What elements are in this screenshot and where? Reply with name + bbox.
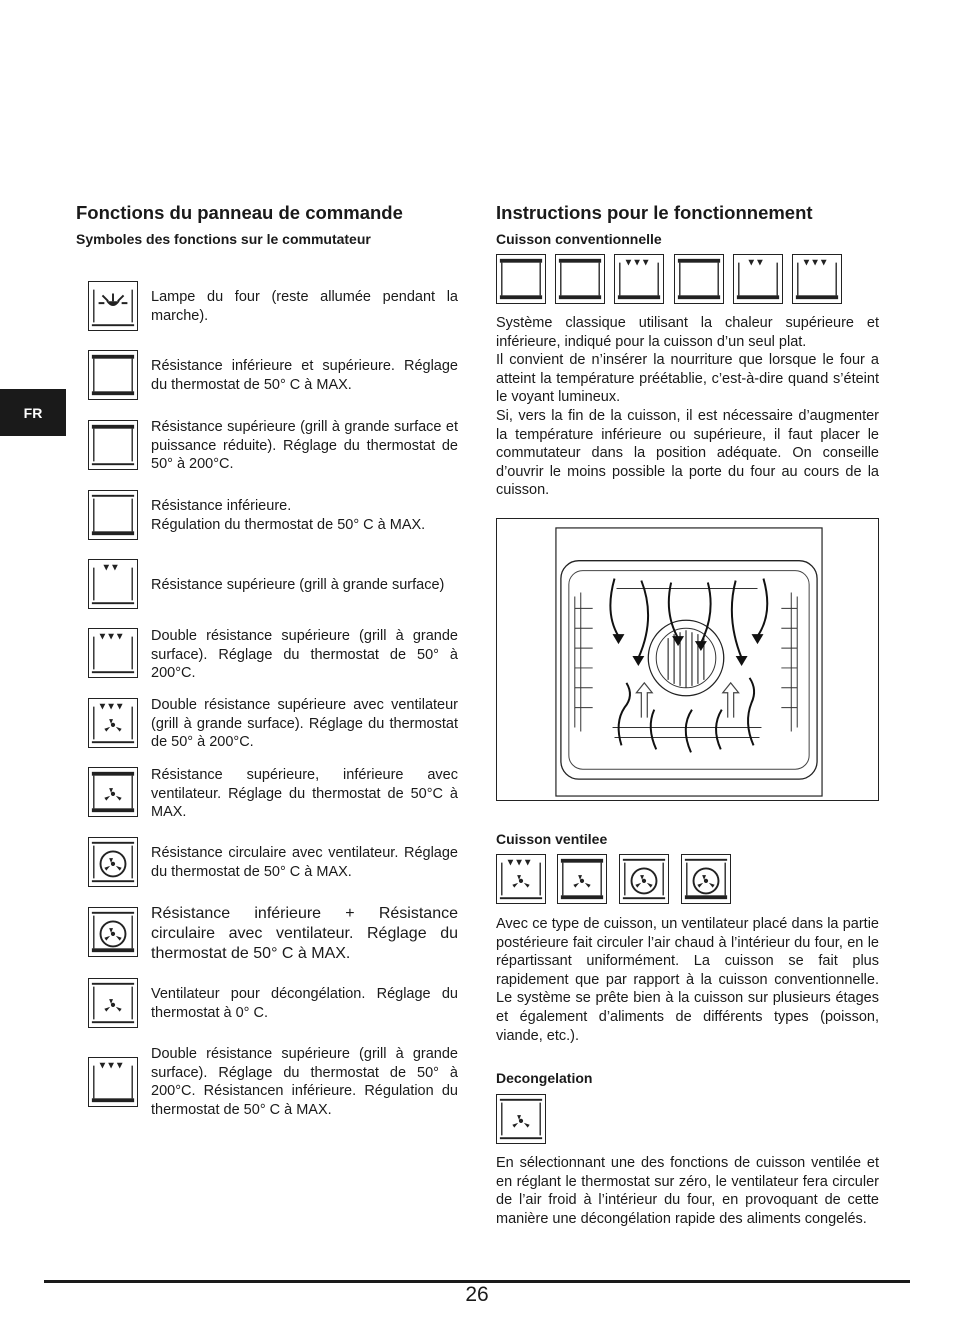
function-desc-top-bottom-fan: Résistance supérieure, inférieure avec ventilateur. Réglage du thermostat de 50°C à MAX. — [151, 767, 458, 821]
ventilated-text: Avec ce type de cuisson, un ventilateur placé dans la partie postérieure fait circuler l’air chaud à l’intérieur du four, en le répartissant uniformément. La cuisson se fait plus rapidement que par rapport à la cuisson conventionnelle. Le système se prête bien à la cuisson sur plusieurs étages et également d’aliments de différents types (poisson, viande, etc.). — [496, 916, 879, 1044]
top-bottom-fan-icon — [88, 767, 138, 817]
language-tab: FR — [0, 389, 66, 436]
double-grill-bottom-icon — [88, 1057, 138, 1107]
conventional-p3: Si, vers la fin de la cuisson, il est nécessaire d’augmenter la température inférieure ou supérieure, il faut placer le commutateur dans la position adéquate. On conseille d’ouvrir le moins possible la porte du four au cours de la cuisson. — [496, 407, 879, 499]
defrost-fan-icon — [496, 1094, 546, 1144]
function-desc-top: Résistance supérieure (grill à grande surface et puissance réduite). Réglage du thermostat de 50° à 200°C. — [151, 419, 458, 473]
bottom-heat-icon — [88, 490, 138, 540]
double-grill-bottom-icon — [614, 254, 664, 304]
defrost-fan-icon — [88, 978, 138, 1028]
oven-airflow-illustration — [496, 518, 879, 801]
double-grill-bottom-icon — [792, 254, 842, 304]
top-bottom-heat-icon — [88, 350, 138, 400]
conventional-p1: Système classique utilisant la chaleur supérieure et inférieure, indiqué pour la cuisson d’un seul plat. — [496, 315, 879, 350]
function-desc-bottom-line2: Régulation du thermostat de 50° C à MAX. — [151, 516, 426, 533]
function-desc-double-grill-fan: Double résistance supérieure avec ventilateur (grill à grande surface). Réglage du thermostat de 50° à 200°C. — [151, 697, 458, 751]
function-desc-grill: Résistance supérieure (grill à grande surface) — [151, 577, 445, 593]
top-heat-icon — [88, 420, 138, 470]
function-desc-bottom-circular-fan: Résistance inférieure + Résistance circulaire avec ventilateur. Réglage du thermostat de 50° C à MAX. — [151, 905, 458, 962]
defrost-text: En sélectionnant une des fonctions de cuisson ventilée et en réglant le thermostat sur zéro, le ventilateur fera circuler de l’air froid à l’intérieur du four, en provoquant de cette manière une décongélation rapide des aliments congelés. — [496, 1155, 879, 1227]
defrost-heading: Decongelation — [496, 1070, 593, 1086]
double-grill-icon — [88, 628, 138, 678]
circular-fan-icon — [619, 854, 669, 904]
circular-fan-icon — [88, 837, 138, 887]
bottom-circular-fan-icon — [88, 907, 138, 957]
left-section-subtitle: Symboles des fonctions sur le commutateur — [76, 231, 371, 247]
function-desc-lamp: Lampe du four (reste allumée pendant la marche). — [151, 289, 458, 324]
page-number: 26 — [465, 1283, 489, 1306]
top-bottom-fan-icon — [557, 854, 607, 904]
conventional-heading: Cuisson conventionnelle — [496, 231, 662, 247]
double-grill-fan-icon — [88, 698, 138, 748]
function-desc-circular-fan: Résistance circulaire avec ventilateur. Réglage du thermostat de 50° C à MAX. — [151, 845, 458, 880]
function-desc-top-bottom: Résistance inférieure et supérieure. Réglage du thermostat de 50° C à MAX. — [151, 358, 458, 393]
double-grill-fan-icon — [496, 854, 546, 904]
bottom-circular-fan-icon — [681, 854, 731, 904]
function-desc-defrost: Ventilateur pour décongélation. Réglage du thermostat à 0° C. — [151, 986, 458, 1021]
function-desc-bottom — [151, 497, 458, 534]
function-desc-double-grill: Double résistance supérieure (grill à grande surface). Réglage du thermostat de 50° à 200°C. — [151, 628, 458, 682]
conventional-p2: Il convient de n’insérer la nourriture que lorsque le four a atteint la température préétablie, c’est-à-dire quand s’éteint le voyant lumineux. — [496, 352, 879, 406]
conventional-text — [496, 314, 879, 500]
grill-icon — [88, 559, 138, 609]
lamp-icon — [88, 281, 138, 331]
right-section-title: Instructions pour le fonctionnement — [496, 202, 813, 223]
ventilated-heading: Cuisson ventilee — [496, 831, 608, 847]
function-desc-bottom-line1: Résistance inférieure. — [151, 498, 292, 514]
top-bottom-heat-icon — [555, 254, 605, 304]
top-bottom-heat-icon — [674, 254, 724, 304]
top-bottom-heat-icon — [496, 254, 546, 304]
function-desc-double-grill-bottom: Double résistance supérieure (grill à grande surface). Réglage du thermostat de 50° à 200°C. Résistancen inférieure. Régulation du thermostat de 50° C à MAX. — [151, 1046, 458, 1118]
grill-bottom-icon — [733, 254, 783, 304]
left-section-title: Fonctions du panneau de commande — [76, 202, 403, 223]
